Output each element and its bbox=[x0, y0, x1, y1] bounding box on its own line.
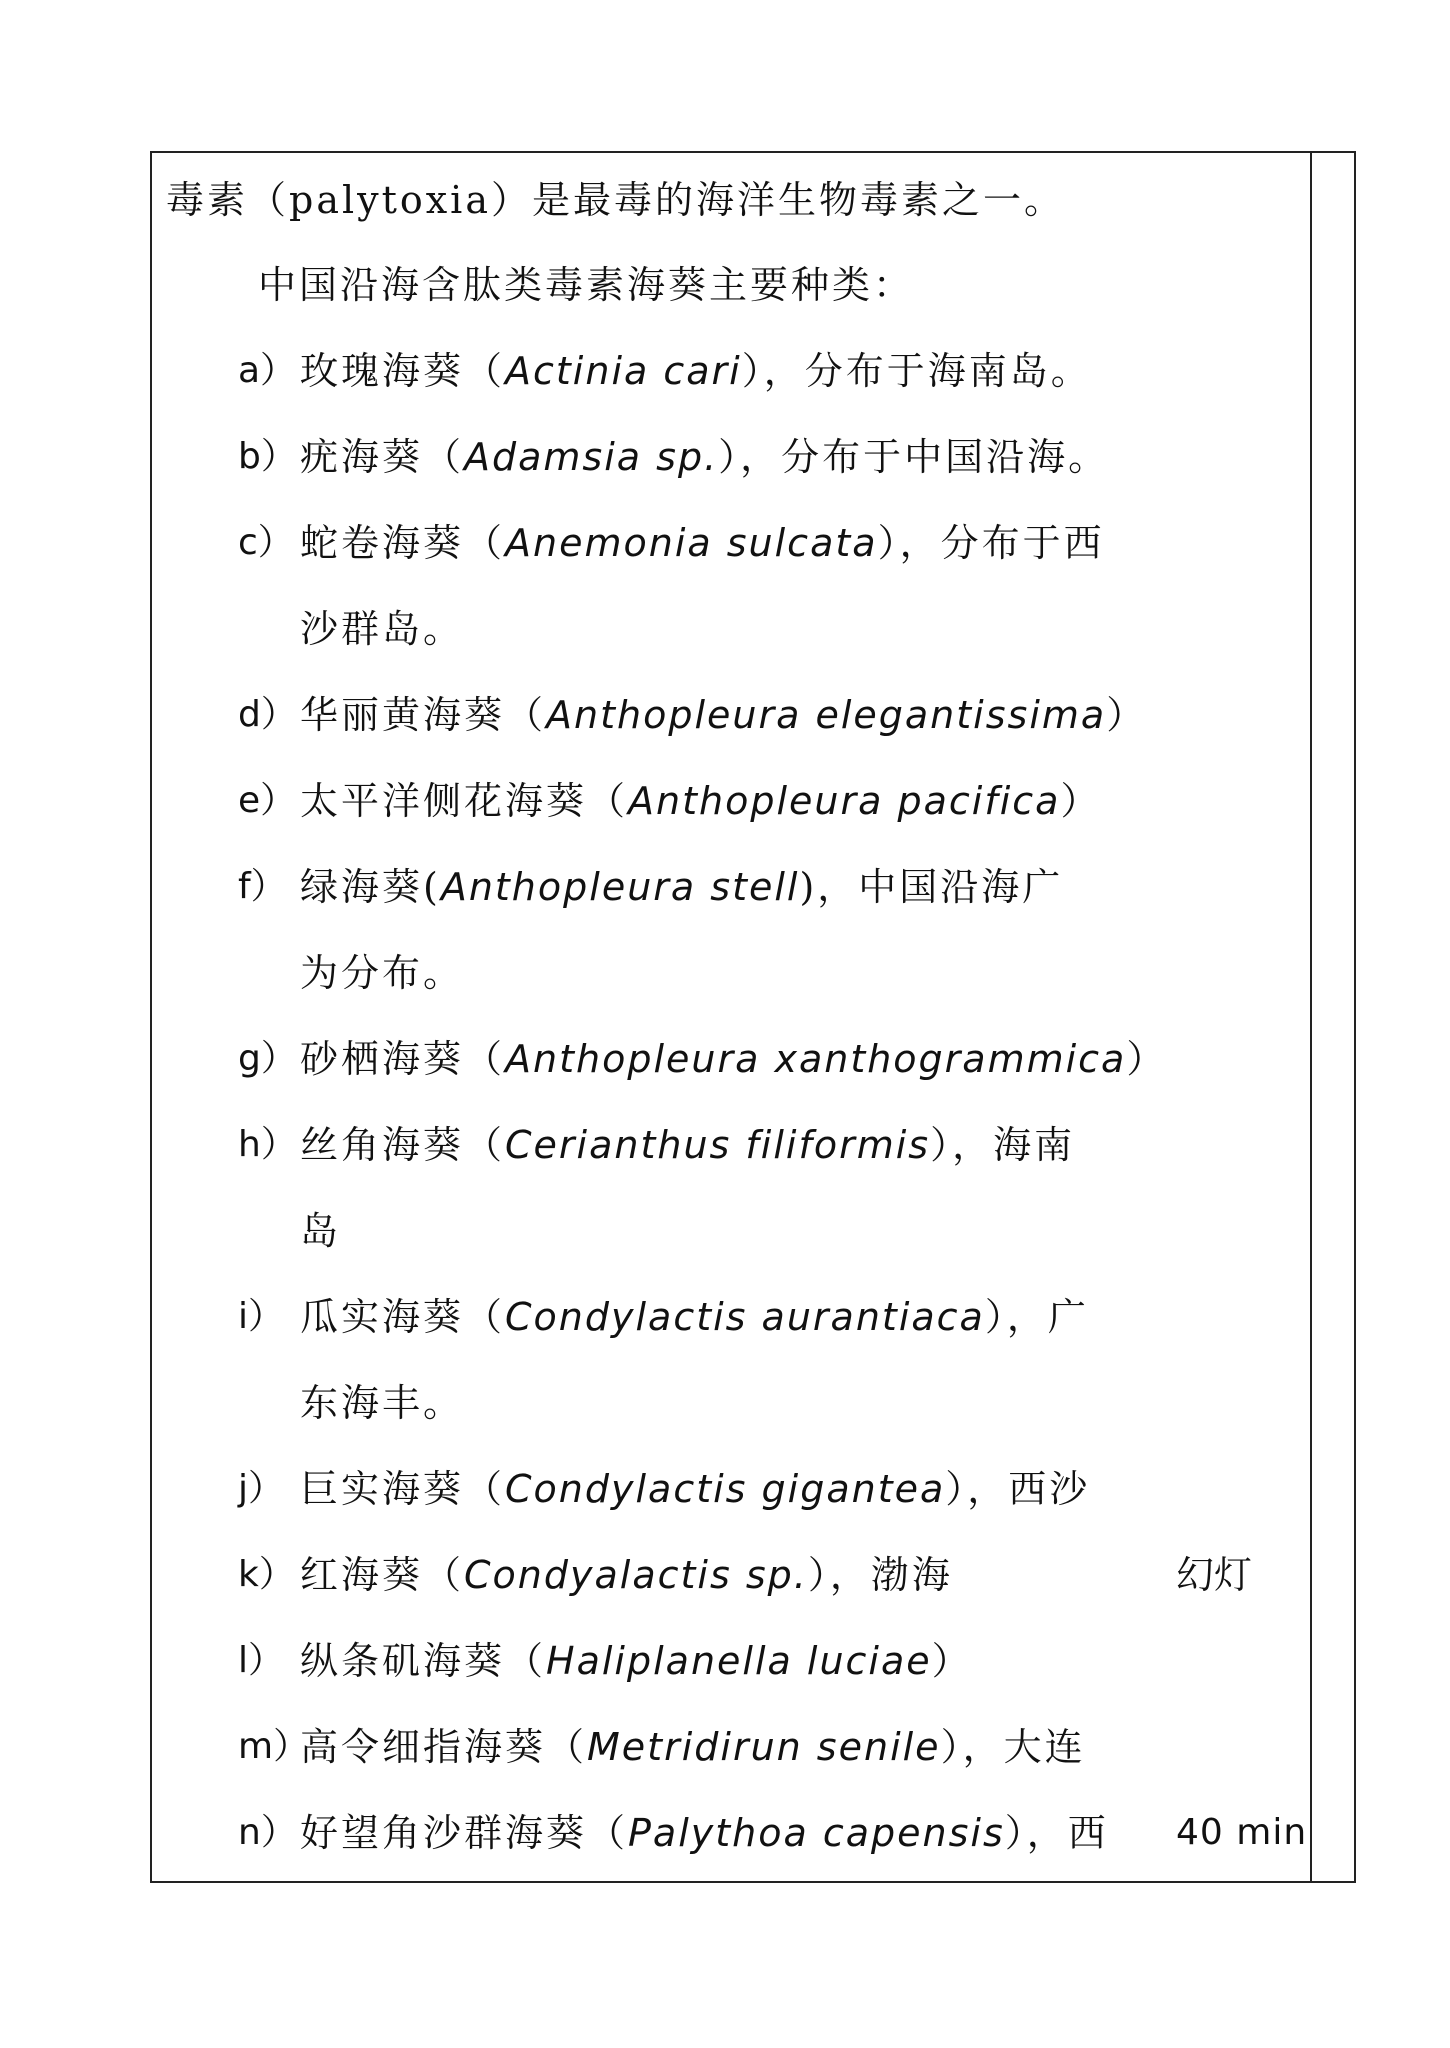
item-letter: h） bbox=[238, 1124, 297, 1165]
species-name: Anthopleura stell bbox=[440, 865, 800, 909]
species-name: Anemonia sulcata bbox=[505, 521, 878, 565]
species-name: Haliplanella luciae bbox=[546, 1639, 932, 1683]
list-item: 蛇卷海葵（Anemonia sulcata），分布于西 bbox=[300, 521, 1105, 565]
list-item: 砂栖海葵（Anthopleura xanthogrammica） bbox=[300, 1037, 1168, 1081]
teaching-media-note: 幻灯 bbox=[1176, 1553, 1253, 1597]
species-name: Anthopleura pacifica bbox=[628, 779, 1061, 823]
species-name: Palythoa capensis bbox=[628, 1811, 1005, 1855]
item-letter: g） bbox=[238, 1038, 297, 1079]
species-name: Condylactis aurantiaca bbox=[505, 1295, 985, 1339]
list-item: 好望角沙群海葵（Palythoa capensis），西 bbox=[300, 1811, 1109, 1855]
species-name: Condyalactis sp. bbox=[464, 1553, 808, 1597]
item-letter: n） bbox=[238, 1812, 297, 1853]
species-name: Adamsia sp. bbox=[464, 435, 719, 479]
item-letter: a） bbox=[238, 350, 297, 391]
species-heading: 中国沿海含肽类毒素海葵主要种类： bbox=[258, 263, 915, 307]
duration-note: 40 min bbox=[1176, 1812, 1308, 1853]
list-item: 疣海葵（Adamsia sp.），分布于中国沿海。 bbox=[300, 435, 1110, 479]
item-letter: d） bbox=[238, 694, 297, 735]
lesson-table bbox=[150, 151, 1356, 1883]
item-letter: l） bbox=[238, 1640, 285, 1681]
list-item: 玫瑰海葵（Actinia cari），分布于海南岛。 bbox=[300, 349, 1092, 393]
list-item-continuation: 岛 bbox=[300, 1209, 342, 1253]
species-name: Metridirun senile bbox=[587, 1725, 941, 1769]
list-item: 纵条矶海葵（Haliplanella luciae） bbox=[300, 1639, 973, 1683]
item-letter: e） bbox=[238, 780, 297, 821]
item-letter: k） bbox=[238, 1554, 295, 1595]
list-item-continuation: 为分布。 bbox=[300, 951, 465, 995]
item-letter: j） bbox=[238, 1468, 285, 1509]
list-item: 绿海葵(Anthopleura stell)，中国沿海广 bbox=[300, 865, 1064, 909]
list-item: 华丽黄海葵（Anthopleura elegantissima） bbox=[300, 693, 1148, 737]
species-name: Condylactis gigantea bbox=[505, 1467, 946, 1511]
list-item-continuation: 东海丰。 bbox=[300, 1381, 465, 1425]
list-item: 丝角海葵（Cerianthus filiformis），海南 bbox=[300, 1123, 1076, 1167]
item-letter: f） bbox=[238, 866, 287, 907]
species-name: Anthopleura elegantissima bbox=[546, 693, 1107, 737]
item-letter: c） bbox=[238, 522, 294, 563]
list-item: 瓜实海葵（Condylactis aurantiaca），广 bbox=[300, 1295, 1089, 1339]
item-letter: i） bbox=[238, 1296, 285, 1337]
list-item: 巨实海葵（Condylactis gigantea），西沙 bbox=[300, 1467, 1091, 1511]
species-name: Actinia cari bbox=[505, 349, 742, 393]
item-letter: b） bbox=[238, 436, 297, 477]
list-item: 高令细指海葵（Metridirun senile），大连 bbox=[300, 1725, 1086, 1769]
list-item-continuation: 沙群岛。 bbox=[300, 607, 465, 651]
species-name: Cerianthus filiformis bbox=[505, 1123, 931, 1167]
species-name: Anthopleura xanthogrammica bbox=[505, 1037, 1127, 1081]
list-item: 红海葵（Condyalactis sp.），渤海 bbox=[300, 1553, 953, 1597]
column-divider bbox=[1310, 153, 1312, 1881]
intro-line: 毒素（palytoxia）是最毒的海洋生物毒素之一。 bbox=[166, 178, 1065, 222]
item-letter: m） bbox=[238, 1726, 310, 1767]
list-item: 太平洋侧花海葵（Anthopleura pacifica） bbox=[300, 779, 1102, 823]
